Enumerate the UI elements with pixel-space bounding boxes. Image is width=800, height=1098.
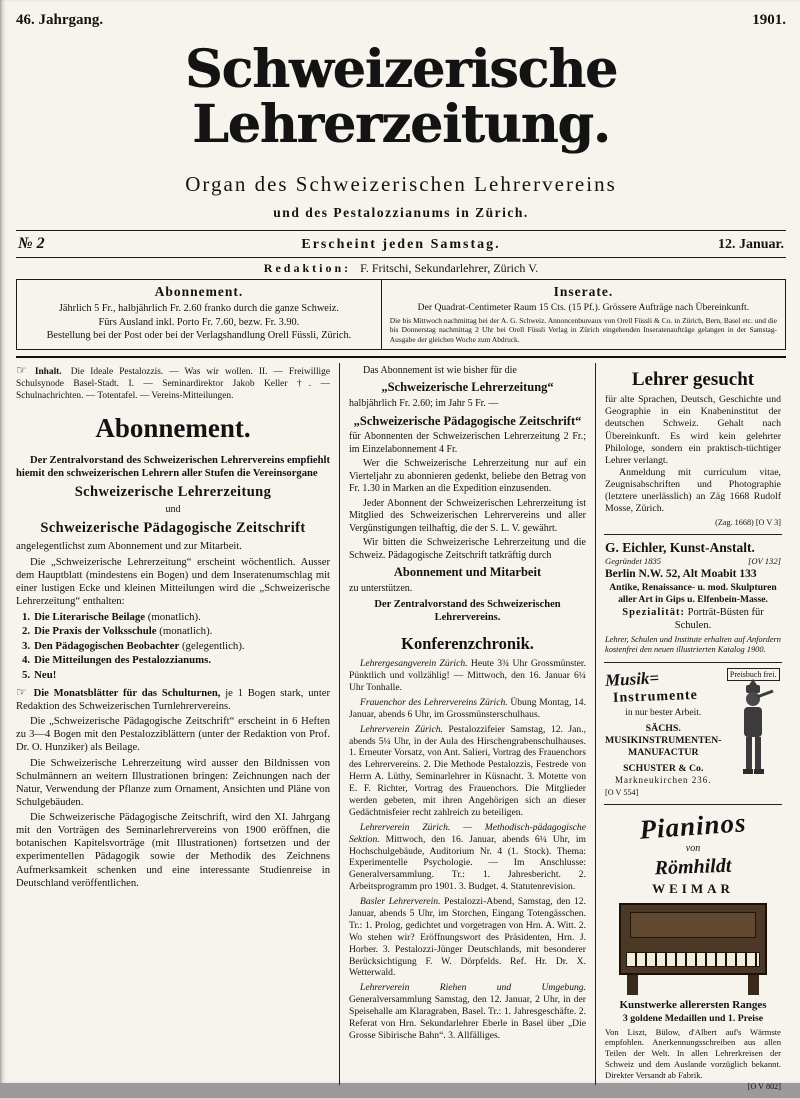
ad-quality-line: in nur bester Arbeit. <box>625 708 702 719</box>
list-title: Die Mitteilungen des Pestalozzianums. <box>34 654 212 667</box>
redaktion-label: Redaktion: <box>263 261 352 276</box>
organ-title-2: Schweizerische Pädagogische Zeitschrift <box>40 520 306 537</box>
konferenzchronik-heading: Konferenzchronik. <box>401 633 534 653</box>
jahrgang-label: 46. Jahrgang. <box>16 12 104 28</box>
monatsblaetter-title: Die Monatsblätter für das Schulturnen, <box>33 687 221 699</box>
abonnement-box <box>17 280 382 349</box>
konferenz-entry <box>349 658 586 694</box>
column-middle <box>340 363 596 1085</box>
entry-body: Pestalozzi-Abend, Samstag, den 12. Januar, abends 5 Uhr, im Storchen, Eingang Totengässchen. Tr.: 1. Prolog, gedichtet und vorgetragen von Hrn. A. Witt. 2. Wo stehen wir? Eröffnungswort des Präsidenten, Hrn. J. Horber. 3. Pestalozzi-Jünger Deutschlands, mit besonderer Berücksichtigung F. W. Dörpfelds. Ref. Hr. Dr. X. Wetterwald. <box>349 896 587 979</box>
info-boxes <box>16 280 786 350</box>
entry-lead: Frauenchor des Lehrervereins Zürich. <box>360 696 508 708</box>
ad-endorsement: Von Liszt, Bülow, d'Albert auf's Wärmste empfohlen. Anerkennungsschreiben aus allen Teilen der Welt. In allen Lehrerkreisen der Schweiz und dem Auslande vorzüglich bekannt. Direkter Versandt ab Fabrik. <box>605 1026 781 1080</box>
abonnement-line-2: Fürs Ausland inkl. Porto Fr. 7.60, bezw. Fr. 3.90. <box>98 316 300 328</box>
piano-legs <box>619 975 767 995</box>
paragraph-price-2: für Abonnenten der Schweizerischen Lehrerzeitung 2 Fr.; im Einzelabonnement 4 Fr. <box>349 431 586 455</box>
ad-eichler <box>604 535 782 663</box>
column-container <box>16 362 786 1092</box>
ad-reference: [O V 802] <box>747 1082 781 1092</box>
list-item <box>22 625 330 638</box>
price-title-2: „Schweizerische Pädagogische Zeitschrift“ <box>353 413 582 428</box>
monatsblaetter-rest: je 1 Bogen stark, unter Redaktion des Schweizerischen Turnlehrervereins. <box>16 687 330 713</box>
list-title: Die Praxis der Volksschule <box>34 625 157 638</box>
price-title-1: „Schweizerische Lehrerzeitung“ <box>381 380 554 395</box>
ad-headline: Lehrer gesucht <box>631 368 755 390</box>
organ-title-connector: und <box>165 504 181 516</box>
paragraph-appeal: angelegentlichst zum Abonnement und zur Mitarbeit. <box>16 541 242 553</box>
ad-medals-line: 3 goldene Medaillen und 1. Preise <box>622 1012 764 1024</box>
ad-speciality-value: Porträt-Büsten für Schulen. <box>674 607 764 632</box>
ad-title-line-1: Musik= <box>604 667 660 690</box>
entry-lead: Lehrerverein Zürich. <box>360 723 443 735</box>
ad-title-line-2: Instrumente <box>612 688 699 707</box>
issue-row <box>16 231 786 257</box>
column-left <box>16 363 340 1085</box>
ad-firm-line-2: SCHUSTER & Co. <box>623 762 704 774</box>
ad-reference: [O V 554] <box>605 787 639 797</box>
section-divider <box>16 356 786 358</box>
publication-frequency: Erscheint jeden Samstag. <box>301 237 501 253</box>
paragraph-unterstuetzen: zu unterstützen. <box>349 582 413 594</box>
list-item <box>22 654 330 667</box>
entry-body: Übung Montag, 14. Januar, abends 6 Uhr, im Grossmünsterschulhaus. <box>349 696 586 720</box>
konferenz-entry <box>349 822 586 893</box>
article-heading: Abonnement. <box>95 413 251 444</box>
entry-body: Generalversammlung Samstag, den 12. Januar, 2 Uhr, in der Speisehalle am Klaragraben, Basel. Tr.: 1. Jahresgeschäfte. 2. Referat von Hrn. Sekundarlehrer Eberle in Basel über „Die Grosse Sibirische Bahn“. 3. Allfälliges. <box>349 994 586 1041</box>
ad-catalog-note: Lehrer, Schulen und Institute erhalten auf Anfordern kostenfrei den neuen illustrierten Katalog 1900. <box>605 635 781 655</box>
piano-illustration <box>619 903 767 995</box>
ad-address: Berlin N.W. 52, Alt Moabit 133 <box>605 568 757 581</box>
ad-musikinstrumente <box>604 663 782 805</box>
entry-body: Heute 3¾ Uhr Grossmünster. Pünktlich und vollzählig! — Mittwoch, den 16. Januar 6¼ Uhr Tonhalle. <box>349 658 586 693</box>
ad-speciality-label: Spezialität: <box>622 607 685 619</box>
ad-maker-name: Römhildt <box>654 854 732 880</box>
ad-founded-row <box>605 556 781 566</box>
list-title: Den Pädagogischen Beobachter <box>34 639 180 652</box>
piano-leg <box>748 975 759 995</box>
list-number: 5. <box>22 668 31 681</box>
piano-body <box>619 903 767 975</box>
top-row <box>16 12 786 29</box>
list-suffix: (monatlich). <box>145 611 201 624</box>
ad-body: Anmeldung mit curriculum vitae, Zeugnisabschriften und Photographie (letztere unerlässlich) an Zäg 1668 Rudolf Mosse, Zürich. <box>605 466 781 515</box>
trumpeter-illustration <box>729 683 777 779</box>
supplement-list <box>22 611 330 682</box>
abonnement-line-3: Bestellung bei der Post oder bei der Verlagshandlung Orell Füssli, Zürich. <box>46 329 352 341</box>
inserate-line-2: Die bis Mittwoch nachmittag bei der A. G. Schweiz. Annoncenbureaux von Orell Füssli & Co. in Zürich, Bern, Basel etc. und die bis Donnerstag nachmittag 2 Uhr bei Orell Füssli Verlag in Zürich eingehenden Inseratenaufträge gelangen in der Samstag-Ausgabe der gleichen Woche zum Abdruck. <box>389 316 777 344</box>
list-number: 4. <box>22 654 31 667</box>
list-number: 1. <box>22 611 31 624</box>
list-item <box>22 611 330 624</box>
paragraph-mitglied: Jeder Abonnent der Schweizerischen Lehrerzeitung ist Mitglied des Schweizerischen Lehrervereins und aller Vergünstigungen teilhaftig, die der S. L. V. gewährt. <box>349 497 586 534</box>
list-title: Neu! <box>34 668 57 681</box>
konferenz-entry <box>349 724 586 819</box>
ad-town-line: Markneukirchen 236. <box>615 774 712 785</box>
paragraph-intro: Der Zentralvorstand des Schweizerischen Lehrervereins empfiehlt hiemit den schweizerischen Lehrern aller Stufen die Vereinsorgane <box>16 454 330 479</box>
paragraph-vierteljahr: Wer die Schweizerische Lehrerzeitung nur auf ein Vierteljahr zu abonnieren gedenkt, beliebe den Betrag von Fr. 1.30 in Marken an die Expedition einzusenden. <box>349 458 586 495</box>
ad-founded: Gegründet 1835 <box>605 555 662 566</box>
paragraph-contents: Die „Schweizerische Lehrerzeitung“ erscheint wöchentlich. Ausser dem Hauptblatt (mindestens ein Bogen) und dem Inseratenumschlag mit einer lustigen Ecke und kleinen Mitteilungen wird die „Schweizerische Lehrerzeitung“ enthalten: <box>16 556 330 607</box>
paragraph-price-1: halbjährlich Fr. 2.60; im Jahr 5 Fr. — <box>349 398 499 410</box>
organ-title-1: Schweizerische Lehrerzeitung <box>74 484 272 501</box>
redaktion-value: F. Fritschi, Sekundarlehrer, Zürich V. <box>360 261 539 276</box>
signature-line: Der Zentralvorstand des Schweizerischen Lehrervereins. <box>374 599 561 624</box>
list-number: 3. <box>22 639 31 652</box>
entry-lead: Basler Lehrerverein. <box>360 896 441 908</box>
ad-musik-text <box>605 668 721 786</box>
ad-firm-name: G. Eichler, Kunst-Anstalt. <box>605 539 755 555</box>
abonnement-box-title: Abonnement. <box>154 284 244 300</box>
list-number: 2. <box>22 625 31 638</box>
ad-body: für alte Sprachen, Deutsch, Geschichte und Geographie in ein Knabeninstitut der deutschen Schweiz. Gehalt nach Übereinkunft. Es wird kein gelehrter Philologe, sondern ein praktisch-tüchtiger Lehrer verlangt. <box>605 394 781 466</box>
redaktion-line <box>16 257 786 280</box>
ad-reference: (Zag. 1668) [O V 3] <box>715 517 781 527</box>
ad-maker-city: WEIMAR <box>652 881 734 897</box>
inserate-line-1: Der Quadrat-Centimeter Raum 15 Cts. (15 Pf.). Grössere Aufträge nach Übereinkunft. <box>417 302 750 314</box>
ad-script-title: Pianinos <box>638 807 748 845</box>
paragraph-monatsblaetter <box>16 685 330 713</box>
piano-keyboard <box>626 952 760 967</box>
konferenz-entry <box>349 697 586 721</box>
preisbuch-label: Preisbuch frei. <box>727 668 780 682</box>
ad-rank-line: Kunstwerke allerersten Ranges <box>619 999 767 1012</box>
inhalt-text: Die Ideale Pestalozzis. — Was wir wollen. II. — Freiwillige Schulsynode Basel-Stadt. I. — Seminardirektor Jakob Keller †. — Schulnachrichten. — Totentafel. — Vereins-Mitteilungen. <box>16 366 331 402</box>
entry-lead: Lehrerverein Zürich. — Methodisch-pädagogische Sektion. <box>349 821 586 845</box>
list-title: Die Literarische Beilage <box>34 611 146 624</box>
paragraph-bitte: Wir bitten die Schweizerische Lehrerzeitung und die Schweiz. Pädagogische Zeitschrift tatkräftig durch <box>349 537 586 561</box>
ad-von: von <box>685 842 701 854</box>
abonnement-line-1: Jährlich 5 Fr., halbjährlich Fr. 2.60 franko durch die ganze Schweiz. <box>58 303 339 315</box>
manicule-icon: ☞ <box>16 684 27 699</box>
entry-body: Pestalozzifeier Samstag, 12. Jan., abends 5¼ Uhr, in der Aula des Hirschengrabenschulhauses. 1. Erneuter Vorsatz, von Ant. Salieri, Vortrag des Frauenchors des Lehrervereins. 2. Die Methode Pestalozzis, Festrede von Herrn A. Lüthy, Seminarlehrer in Küsnacht. 3. Motette von E. F. Richter, Vortrag des Frauenchors. Die Mitglieder werden gebeten, mit ihren Angehörigen sich an dieser Gedächtnisfeier recht zahlreich zu beteiligen. <box>349 723 587 818</box>
entry-lead: Lehrerverein Riehen und Umgebung. <box>360 982 586 994</box>
piano-panel <box>630 912 756 938</box>
ad-lehrer-gesucht <box>604 363 782 535</box>
paragraph-zeitschrift: Die „Schweizerische Pädagogische Zeitschrift“ erscheint in 6 Heften zu 3—4 Bogen mit den Pestalozziblättern (unter der Redaktion von Prof. Dr. O. Hunziker) als Beilage. <box>16 716 330 754</box>
entry-body: Mittwoch, den 16. Januar, abends 6¼ Uhr, im Hochschulgebäude, Auditorium Nr. 4 (1. Stock). Thema: Experimentelle Psychologie. — Im Anschlusse: Generalversammlung. Tr.: 1. Jahresbericht. 2. Arbeitsprogramm pro 1901. 3. Budget. 4. Statutenrevision. <box>349 833 586 893</box>
ad-pianinos <box>604 805 782 1098</box>
list-suffix: (monatlich). <box>156 625 213 638</box>
ad-firm-line-1: SÄCHS. MUSIKINSTRUMENTEN-MANUFACTUR <box>605 722 722 759</box>
paragraph-jahrgang: Die Schweizerische Pädagogische Zeitschrift, wird den XI. Jahrgang mit den Vorträgen des Seminarlehrervereins von 1900 eröffnen, die botanischen Kapitelsvorträge (mit Illustrationen) fortsetzen und der experimentellen Pädagogik sowie der Methodik des Zeichnens Aufmerksamkeit schenken und eine interessante Studienreise in Deutschland veröffentlichen. <box>16 812 330 889</box>
inserate-box <box>382 280 785 349</box>
column-ads <box>596 363 782 1092</box>
inhalt-line <box>16 363 330 402</box>
list-suffix: (gelegentlich). <box>179 639 245 652</box>
year-label: 1901. <box>752 12 786 28</box>
organ-line-2: und des Pestalozzianums in Zürich. <box>273 205 529 221</box>
konferenz-entry <box>349 982 586 1041</box>
paragraph-illustrationen: Die Schweizerische Lehrerzeitung wird ausser den Bildnissen von Schulmännern an weitern Illustrationen bringen: Zeichnungen nach der Natur, Verwendung der Pflanze zum Ornament, Ansichten und Pläne von Schulgebäuden. <box>16 757 330 808</box>
organ-line-1: Organ des Schweizerischen Lehrervereins <box>185 172 617 197</box>
inserate-box-title: Inserate. <box>553 284 614 300</box>
ad-offer: Antike, Renaissance- u. mod. Skulpturen aller Art in Gips u. Elfenbein-Masse. <box>609 582 777 605</box>
issue-number: № 2 <box>18 235 45 253</box>
manicule-icon: ☞ <box>16 362 27 377</box>
list-item <box>22 640 330 653</box>
appeal-title: Abonnement und Mitarbeit <box>393 565 542 580</box>
masthead-title: Schweizerische Lehrerzeitung. <box>184 39 618 155</box>
konferenz-entry <box>349 896 586 979</box>
issue-date: 12. Januar. <box>717 237 784 253</box>
list-item <box>22 669 330 682</box>
ad-musik-figure <box>725 668 781 786</box>
entry-lead: Lehrergesangverein Zürich. <box>360 658 468 670</box>
piano-leg <box>627 975 638 995</box>
ad-reference: [OV 132] <box>747 555 781 566</box>
paragraph-abo-intro: Das Abonnement ist wie bisher für die <box>363 364 517 376</box>
inhalt-label: Inhalt. <box>34 366 62 377</box>
ad-speciality <box>605 607 781 633</box>
